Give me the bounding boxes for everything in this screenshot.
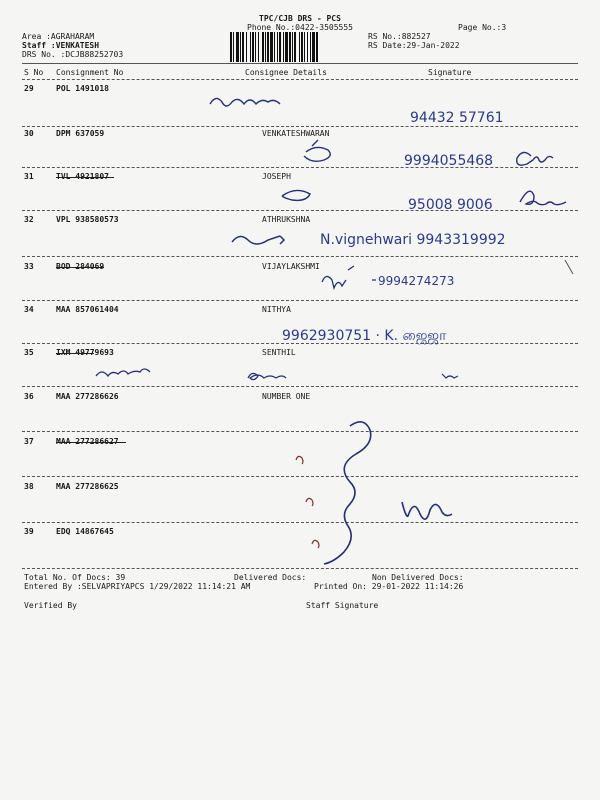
- row-consignment: POL 1491018: [56, 84, 109, 93]
- handwritten-note: 9962930751 · K. ஜைஜா: [282, 328, 447, 344]
- col-consignee-header: Consignee Details: [245, 68, 327, 77]
- row-consignee: JOSEPH: [262, 172, 291, 181]
- handwritten-phone: 95008 9006: [408, 197, 493, 213]
- signature-scribble: [232, 236, 284, 244]
- handwritten-phone: 9994274273: [378, 274, 455, 288]
- drs-number: DRS No. :DCJB88252703: [22, 50, 124, 59]
- delivered-docs: Delivered Docs:: [234, 573, 307, 582]
- row-sno: 39: [24, 527, 34, 536]
- row-consignee: VENKATESHWARAN: [262, 129, 330, 138]
- col-sno-header: S No: [24, 68, 44, 77]
- area-label: Area :AGRAHARAM: [22, 32, 95, 41]
- handwritten-phone: 94432 57761: [410, 110, 504, 126]
- tick-mark: [296, 456, 303, 464]
- staff-signature: Staff Signature: [306, 601, 379, 610]
- signature-scribble: [402, 502, 452, 519]
- row-consignment: DPM 637059: [56, 129, 105, 138]
- signature-scribble: [210, 98, 280, 106]
- signature-scribble: [442, 374, 458, 378]
- entered-by: Entered By :SELVAPRIYAPCS 1/29/2022 11:14:21 AM: [24, 582, 251, 591]
- row-sno: 30: [24, 129, 34, 138]
- row-consignment: MAA 277286626: [56, 392, 119, 401]
- row-sno: 29: [24, 84, 34, 93]
- row-sno: 33: [24, 262, 34, 271]
- col-consignment-header: Consignment No: [56, 68, 124, 77]
- staff-label: Staff :VENKATESH: [22, 41, 100, 50]
- signature-scribble: [248, 373, 286, 379]
- row-sno: 36: [24, 392, 34, 401]
- row-sno: 32: [24, 215, 34, 224]
- non-delivered-docs: Non Delivered Docs:: [372, 573, 464, 582]
- row-sno: 37: [24, 437, 34, 446]
- row-consignee: VIJAYLAKSHMI: [262, 262, 320, 271]
- tick-mark: [306, 498, 313, 506]
- rs-date: RS Date:29-Jan-2022: [368, 41, 460, 50]
- row-consignee: SENTHIL: [262, 348, 296, 357]
- col-signature-header: Signature: [428, 68, 472, 77]
- row-consignment: MAA 277286625: [56, 482, 119, 491]
- row-consignment: EDQ 14867645: [56, 527, 114, 536]
- signature-scribble: [96, 369, 150, 376]
- signature-scribble: [304, 140, 330, 161]
- row-consignee: ATHRUKSHNA: [262, 215, 311, 224]
- handwritten-note: N.vignehwari 9943319992: [320, 232, 506, 248]
- row-sno: 31: [24, 172, 34, 181]
- signature-scribble: [517, 152, 553, 165]
- tick-mark: [312, 540, 319, 548]
- row-consignment: MAA 857061404: [56, 305, 119, 314]
- row-consignee: NITHYA: [262, 305, 291, 314]
- row-consignment: VPL 938580573: [56, 215, 119, 224]
- row-consignment: BOD 284069: [56, 262, 105, 271]
- total-docs: Total No. Of Docs: 39: [24, 573, 126, 582]
- handwritten-phone: 9994055468: [404, 153, 494, 169]
- printed-on: Printed On: 29-01-2022 11:14:26: [314, 582, 464, 591]
- document-title: TPC/CJB DRS - PCS: [259, 14, 341, 23]
- row-consignment: TVL 4921807: [56, 172, 109, 181]
- row-sno: 38: [24, 482, 34, 491]
- signature-scribble: [322, 266, 376, 288]
- signature-scribble: [324, 422, 371, 564]
- margin-mark: [565, 260, 573, 274]
- row-sno: 34: [24, 305, 34, 314]
- footer-divider: [22, 568, 578, 569]
- rs-number: RS No.:882527: [368, 32, 431, 41]
- page-number: Page No.:3: [458, 23, 507, 32]
- signature-scribble: [282, 190, 310, 200]
- row-consignee: NUMBER ONE: [262, 392, 311, 401]
- signature-scribble: [520, 191, 566, 204]
- row-sno: 35: [24, 348, 34, 357]
- row-consignment: IXM 49779693: [56, 348, 114, 357]
- verified-by: Verified By: [24, 601, 77, 610]
- phone-number: Phone No.:0422-3505555: [247, 23, 353, 32]
- row-consignment: MAA 277286627: [56, 437, 119, 446]
